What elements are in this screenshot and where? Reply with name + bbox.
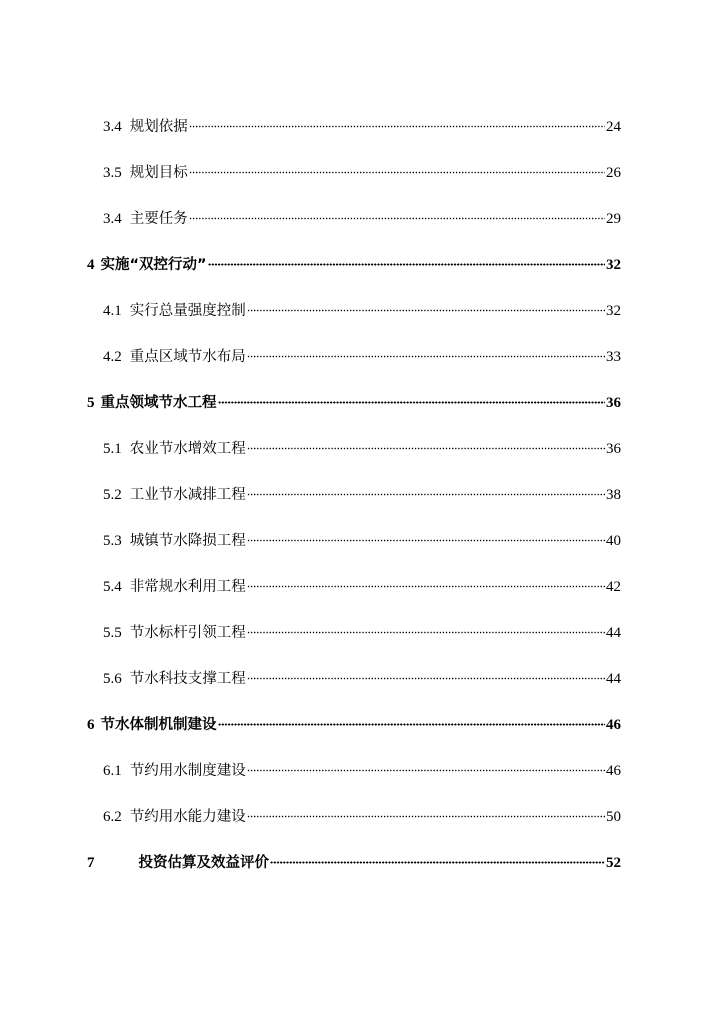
- toc-entry-title: 农业节水增效工程: [129, 441, 246, 457]
- toc-chapter-title: 节水体制机制建设: [100, 717, 217, 733]
- toc-entry-title: 节水科技支撑工程: [129, 671, 246, 687]
- toc-entry-number: 3.4: [103, 211, 122, 227]
- toc-entry-title: 节约用水能力建设: [129, 809, 246, 825]
- toc-entry-number: 4.1: [103, 303, 122, 319]
- toc-entry-page: 26: [606, 165, 621, 181]
- toc-entry-3-4[interactable]: [103, 111, 621, 135]
- toc-entry-page: 32: [606, 303, 621, 319]
- toc-chapter-7[interactable]: [87, 847, 621, 871]
- toc-entry-number: 3.4: [103, 119, 122, 135]
- dot-leader: [218, 709, 606, 729]
- toc-entry-page: 44: [606, 671, 621, 687]
- dot-leader: [270, 847, 605, 867]
- toc-chapter-page: 36: [606, 395, 621, 411]
- toc-entry-title: 规划目标: [129, 165, 188, 181]
- dot-leader: [247, 663, 605, 683]
- dot-leader: [218, 387, 606, 407]
- toc-chapter-4[interactable]: [87, 249, 621, 273]
- dot-leader: [247, 295, 605, 315]
- dot-leader: [247, 801, 605, 821]
- dot-leader: [247, 755, 605, 775]
- toc-entry-number: 6.2: [103, 809, 122, 825]
- toc-chapter-page: 46: [606, 717, 621, 733]
- dot-leader: [247, 525, 605, 545]
- toc-entry-page: 38: [606, 487, 621, 503]
- toc-chapter-title: 投资估算及效益评价: [138, 855, 269, 871]
- toc-entry-number: 5.6: [103, 671, 122, 687]
- toc-entry-page: 29: [606, 211, 621, 227]
- toc-chapter-title: 实施“双控行动”: [100, 257, 207, 273]
- toc-chapter-page: 32: [606, 257, 621, 273]
- toc-entry-5-2[interactable]: [103, 479, 621, 503]
- toc-entry-title: 城镇节水降损工程: [129, 533, 246, 549]
- toc-entry-5-1[interactable]: [103, 433, 621, 457]
- dot-leader: [247, 571, 605, 591]
- toc-chapter-number: 7: [87, 855, 95, 871]
- toc-entry-page: 36: [606, 441, 621, 457]
- toc-chapter-5[interactable]: [87, 387, 621, 411]
- toc-entry-5-6[interactable]: [103, 663, 621, 687]
- toc-entry-title: 节水标杆引领工程: [129, 625, 246, 641]
- toc-entry-title: 非常规水利用工程: [129, 579, 246, 595]
- dot-leader: [208, 249, 605, 269]
- toc-entry-page: 24: [606, 119, 621, 135]
- toc-entry-number: 5.2: [103, 487, 122, 503]
- toc-entry-page: 33: [606, 349, 621, 365]
- dot-leader: [247, 433, 605, 453]
- toc-entry-number: 6.1: [103, 763, 122, 779]
- dot-leader: [189, 111, 605, 131]
- toc-entry-5-3[interactable]: [103, 525, 621, 549]
- toc-chapter-number: 5: [87, 395, 95, 411]
- toc-entry-number: 3.5: [103, 165, 122, 181]
- dot-leader: [189, 203, 605, 223]
- toc-entry-page: 50: [606, 809, 621, 825]
- toc-entry-title: 重点区域节水布局: [129, 349, 246, 365]
- toc-entry-6-1[interactable]: [103, 755, 621, 779]
- toc-entry-number: 4.2: [103, 349, 122, 365]
- dot-leader: [247, 479, 605, 499]
- toc-entry-4-1[interactable]: [103, 295, 621, 319]
- dot-leader: [247, 617, 605, 637]
- toc-entry-number: 5.4: [103, 579, 122, 595]
- toc-entry-page: 44: [606, 625, 621, 641]
- toc-entry-page: 42: [606, 579, 621, 595]
- toc-entry-page: 40: [606, 533, 621, 549]
- toc-chapter-number: 4: [87, 257, 95, 273]
- toc-entry-number: 5.3: [103, 533, 122, 549]
- dot-leader: [189, 157, 605, 177]
- toc-entry-title: 实行总量强度控制: [129, 303, 246, 319]
- dot-leader: [247, 341, 605, 361]
- toc-entry-3-5[interactable]: [103, 157, 621, 181]
- toc-chapter-6[interactable]: [87, 709, 621, 733]
- toc-chapter-number: 6: [87, 717, 95, 733]
- toc-chapter-title: 重点领域节水工程: [100, 395, 217, 411]
- toc-entry-title: 节约用水制度建设: [129, 763, 246, 779]
- toc-entry-4-2[interactable]: [103, 341, 621, 365]
- toc-entry-title: 主要任务: [129, 211, 188, 227]
- toc-entry-title: 规划依据: [129, 119, 188, 135]
- toc-entry-3-4-tasks[interactable]: [103, 203, 621, 227]
- toc-entry-number: 5.5: [103, 625, 122, 641]
- toc-entry-title: 工业节水减排工程: [129, 487, 246, 503]
- toc-entry-page: 46: [606, 763, 621, 779]
- toc-entry-number: 5.1: [103, 441, 122, 457]
- toc-entry-5-5[interactable]: [103, 617, 621, 641]
- toc-entry-6-2[interactable]: [103, 801, 621, 825]
- toc-entry-5-4[interactable]: [103, 571, 621, 595]
- toc-chapter-page: 52: [606, 855, 621, 871]
